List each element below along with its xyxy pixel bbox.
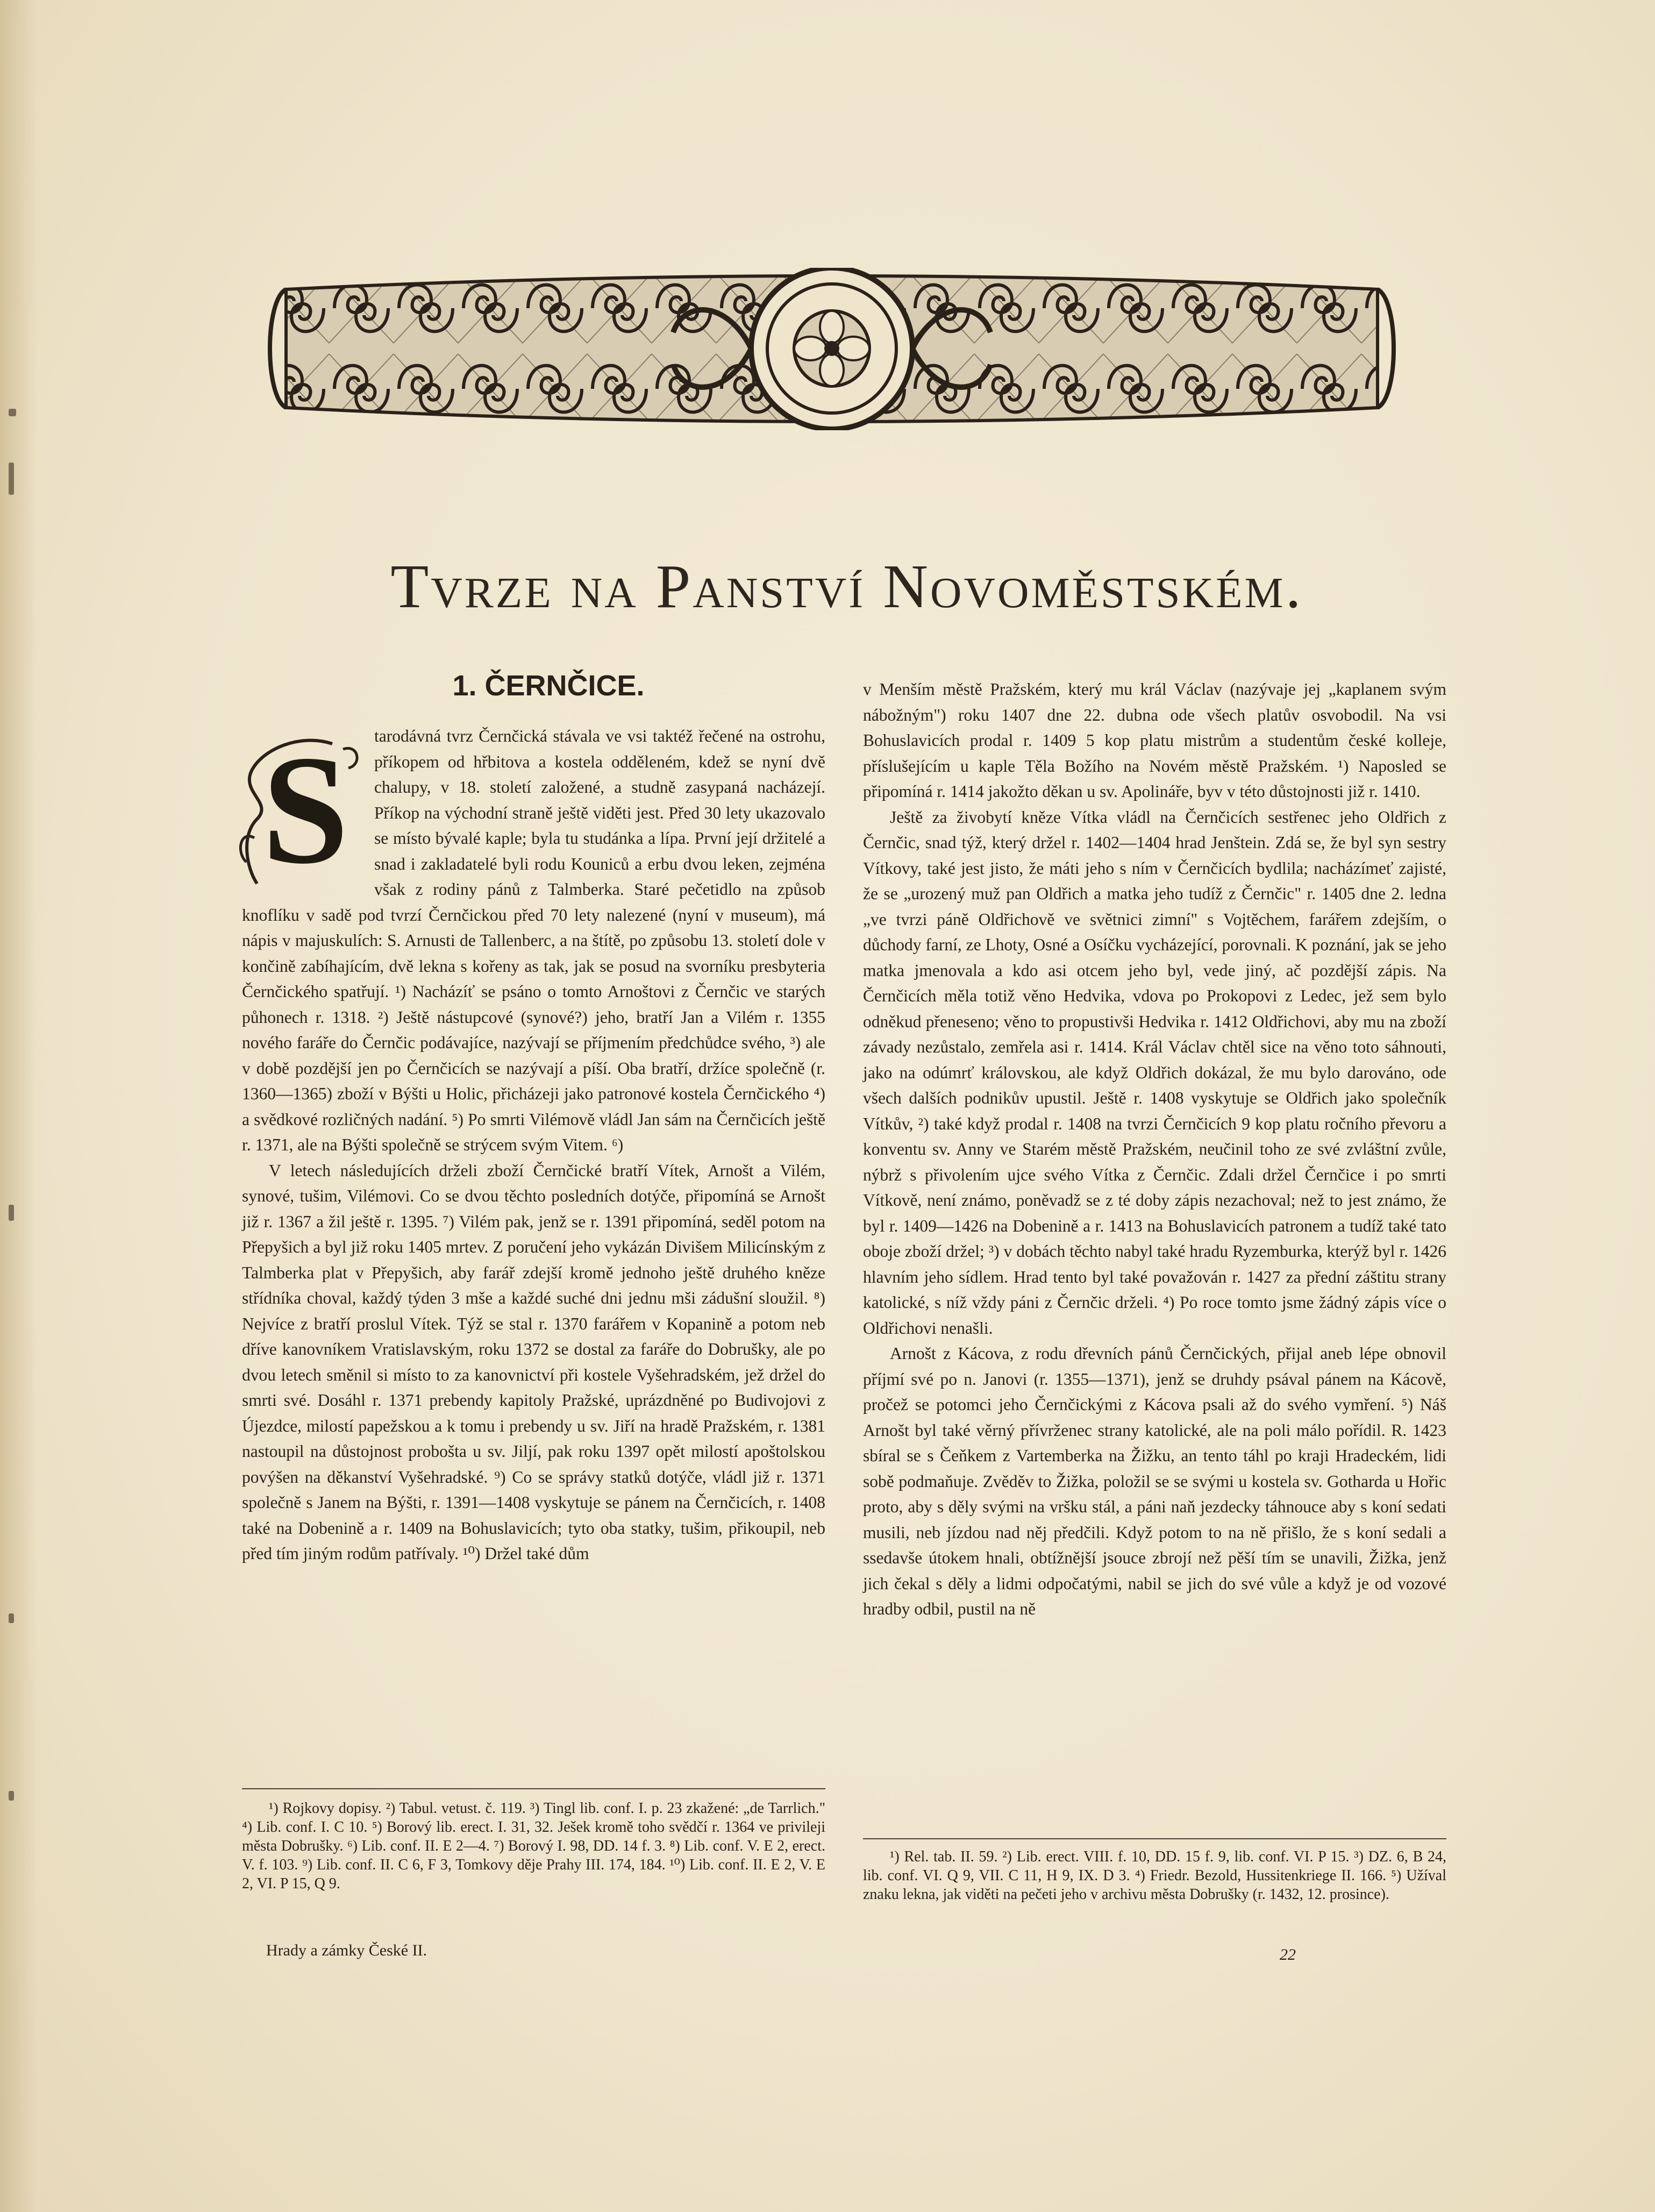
page-number: 22 [1280,1946,1296,1964]
page-edge-mark [9,1791,14,1801]
footnote-text: ¹) Rojkovy dopisy. ²) Tabul. vetust. č. 119. ³) Tingl lib. conf. I. p. 23 zkažené: „de Tarrlich." ⁴) Lib. conf. I. C 10. ⁵) Borový lib. erect. I. 31, 32. Ješek kromě toho svědčí r. 1364 ve privileji města Dobrušky. ⁶) Lib. conf. II. E 2—4. ⁷) Borový I. 98, DD. 14 f. 3. ⁸) Lib. conf. V. E 2, erect. V. f. 103. ⁹) Lib. conf. II. C 6, F 3, Tomkovy děje Prahy III. 174, 184. ¹⁰) Lib. conf. II. E 2, V. E 2, VI. P 15, Q 9. [242,1800,825,1892]
footnotes-left [242,1799,825,1893]
footnotes-right [863,1847,1446,1904]
paragraph: Arnošt z Kácova, z rodu dřevních pánů Černčických, přijal aneb lépe obnovil příjmí své po n. Janovi (r. 1355—1371), jenž se druhdy psával pánem na Kácově, pročež se potomci jeho Černčickými z Kácova psali až do svého vymření. ⁵) Náš Arnošt byl také věrný přívrženec strany katolické, ale na poli málo pořídil. R. 1423 sbíral se s Čeňkem z Vartemberka na Žižku, an tento táhl po kraji Hradeckém, lidi sobě podmaňuje. Zvěděv to Žižka, položil se se svými u kostela sv. Gotharda u Hořic proto, aby s děly svými na vršku stál, a páni naň jezdecky táhnouce aby s koní sedati musili, neb jízdou nad něj předčili. Když potom to na ně přišlo, že s koní sedali a ssedavše útokem hnali, obtížnější jsouce zbrojí než pěší tím se unavili, Žižka, jenž jich čekal s děly a lidmi odpočatými, nabil se jich do své vůle a když je od vozové hradby odbil, pustil na ně [863,1344,1446,1618]
page-edge-mark [9,463,14,495]
paragraph: V letech následujících drželi zboží Černčické bratří Vítek, Arnošt a Vilém, synové, tušim, Vilémovi. Co se dvou těchto posledních dotýče, připomíná se Arnošt již r. 1367 a žil ještě r. 1395. ⁷) Vilém pak, jenž se r. 1391 připomíná, seděl potom na Přepyšich a byl již roku 1405 mrtev. Z poručení jeho vykázán Divišem Milicínským z Talmberka plat v Přepyšich, aby farář zdejší kromě jednoho ještě druhého kněze střídníka choval, každý týden 3 mše a každé suché dni jednu mši zádušní sloužil. ⁸) Nejvíce z bratří proslul Vítek. Týž se stal r. 1370 farářem v Kopanině a potom neb dříve kanovníkem Vratislavským, roku 1372 se dostal za faráře do Dobrušky, ale po dvou letech směnil si místo to za kanovnictví při kostele Vyšehradském, jež držel do smrti své. Dosáhl r. 1371 prebendy kapitoly Pražské, uprázdněné po Budivojovi z Újezdce, milostí papežskou a k tomu i prebendy u sv. Jiří na hradě Pražském, r. 1381 nastoupil na důstojnost probošta u sv. Jiljí, pak roku 1397 opět milostí apoštolskou povýšen na děkanství Vyšehradské. ⁹) Co se správy statků dotýče, vládl již r. 1371 společně s Janem na Býšti, r. 1391—1408 vyskytuje se pánem na Černčicích, r. 1408 také na Dobenině a r. 1409 na Bohuslavicích; tyto oba statky, tušim, přikoupil, neb před tím jiným rodům patřívaly. ¹⁰) Držel také dům [242,1161,825,1563]
paragraph: v Menším městě Pražském, který mu král Václav (nazývaje jej „kaplanem svým nábožným") roku 1407 dne 22. dubna ode všech platův osvobodil. Na vsi Bohuslavicích prodal r. 1409 5 kop platu mistrům a studentům české kolleje, příslušejícím u kaple Těla Božího na Novém městě Pražském. ¹) Naposled se připomíná r. 1414 jakožto děkan u sv. Apolináře, byv v této důstojnosti již r. 1410. [863,680,1446,801]
paragraph-text: tarodávná tvrz Černčická stávala ve vsi taktéž řečené na ostrohu, příkopem od hřbitova a kostela odděleném, kdež se nyní dvě chalupy, v 18. století založené, a studně zasypaná nacházejí. Příkop na východní straně ještě viděti jest. Před 30 lety ukazovalo se místo bývalé kaple; byla tu studánka a lípa. První její držitelé a snad i zakladatelé byli rodu Kouniců a erbu dvou leken, zejména však z rodiny pánů z Talmberka. Staré pečetidlo na způsob knoflíku v sadě pod tvrzí Černčickou před 70 lety nalezené (nyní v museum), má nápis v majuskulích: S. Arnusti de Tallenberc, a na štítě, po způsobu 13. století dole v končině zabíhajícím, dvě lekna s kořeny as tak, jak se posud na svorníku presbyteria Černčického spatřují. ¹) Nacházíť se psáno o tomto Arnoštovi z Černčic ve starých půhonech r. 1318. ²) Ještě nástupcové (synové?) jeho, bratří Jan a Vilém r. 1355 nového faráře do Černčic podávajíce, nazývají se příjmením předchůdce svého, ³) ale v době pozdější jen po Černčicích se nazývají a píší. Oba bratří, držíce společně (r. 1360—1365) zboží v Býšti u Holic, přicházeji jako patronové kostela Černčického ⁴) a svědkové rozličných nadání. ⁵) Po smrti Vilémově vládl Jan sám na Černčicích ještě r. 1371, ale na Býšti společně se strýcem svým Vitem. ⁶) [242,727,825,1154]
paragraph [242,723,825,1158]
footnote-rule [863,1838,1446,1839]
page-title: Tvrze na Panství Novoměstském. [390,552,1303,621]
page-edge-mark [9,1205,14,1221]
section-heading: 1. ČERNČICE. [452,670,645,702]
source-line: Hrady a zámky České II. [266,1941,427,1959]
page-edge-mark [9,1613,14,1623]
drop-cap [236,728,365,889]
svg-text:S: S [262,728,349,889]
page-edge-mark [9,409,16,416]
right-column [863,677,1446,1622]
footnote-rule [242,1788,825,1789]
paragraph: Ještě za živobytí kněze Vítka vládl na Černčicích sestřenec jeho Oldřich z Černčic, snad týž, který držel r. 1402—1404 hrad Jenštein. Zdá se, že byl syn sestry Vítkovy, také jest jisto, že máti jeho s ním v Černčicích bydlila; nacházímeť zajisté, že se „urozený muž pan Oldřich a matka jeho tudíž z Černčic" r. 1405 dne 2. ledna „ve tvrzi páně Oldřichově ve světnici zimní" s Vojtěchem, farářem zdejším, o důchody farní, ze Lhoty, Osné a Osíčku vycházející, porovnali. K poznání, jak se jeho matka jmenovala a kdo asi otcem jeho byl, vede jiný, ač pozdější zápis. Na Černčicích měla totiž věno Hedvika, vdova po Prokopovi z Ledec, jež sem bylo odněkud přeneseno; věno to propustivši Hedvika r. 1412 Oldřichovi, aby mu na zboží závady nezůstalo, zemřela asi r. 1414. Král Václav chtěl sice na věno toto sáhnouti, jako na odúmrť královskou, ale když Oldřich dokázal, že mu bylo darováno, ode všech dalších podnikův upustil. Ještě r. 1408 vyskytuje se Oldřich jako společník Vítkův, ²) také když prodal r. 1408 na tvrzi Černčicích 9 kop platu ročního převoru a konventu sv. Anny ve Starém městě Pražském, neučinil toho ze své zvláštní zvůle, nýbrž s přivolením ujce svého Vítka z Černčic. Zdali držel Černčice i po smrti Vítkově, není známo, poněvadž se z té doby zápis nezachoval; než to jest známo, že byl r. 1409—1426 na Dobenině a r. 1413 na Bohuslavicích patronem a tudíž také tato oboje zboží držel; ³) v dobách těchto nabyl také hradu Ryzemburka, kterýž byl r. 1426 hlavním jeho sídlem. Hrad tento byl také považován r. 1427 za přední záštitu strany katolické, s níž vždy páni z Černčic drželi. ⁴) Po roce tomto jsme žádný zápis více o Oldřichovi nenašli. [863,807,1446,1338]
page-gutter-shadow [0,0,38,2212]
left-column [242,723,825,1567]
footnote-text: ¹) Rel. tab. II. 59. ²) Lib. erect. VIII. f. 10, DD. 15 f. 9, lib. conf. VI. P 15. ³) DZ. 6, B 24, lib. conf. VI. Q 9, VII. C 11, H 9, IX. D 3. ⁴) Friedr. Bezold, Hussitenkriege II. 166. ⁵) Užíval znaku lekna, jak viděti na pečeti jeho v archivu města Dobrušky (r. 1432, 12. prosince). [863,1848,1446,1903]
header-ornament [265,268,1399,430]
